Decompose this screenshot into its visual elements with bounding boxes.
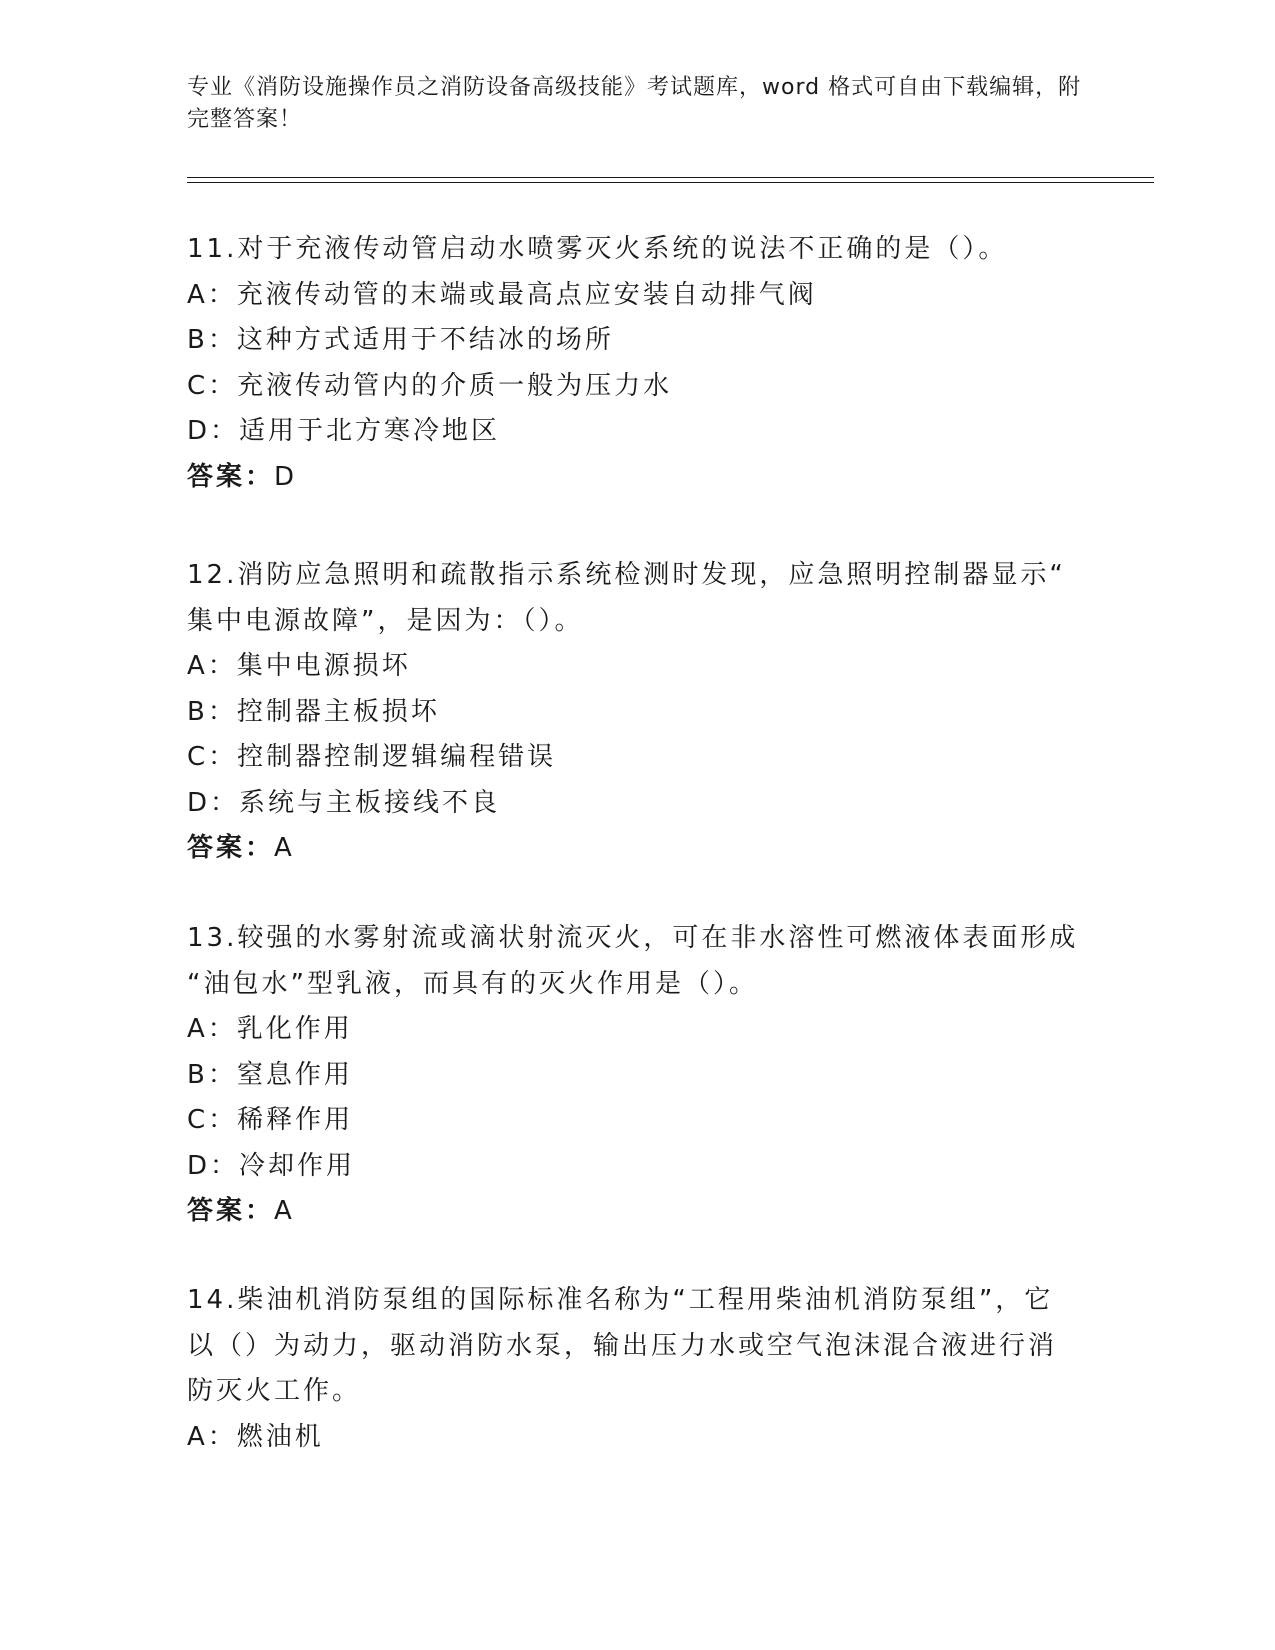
question-stem-line-1: 12.消防应急照明和疏散指示系统检测时发现，应急照明控制器显示“	[187, 560, 1066, 590]
divider-line-top	[187, 177, 1154, 178]
option-a: A：充液传动管的末端或最高点应安装自动排气阀	[187, 279, 817, 310]
question-stem-line-1: 14.柴油机消防泵组的国际标准名称为“工程用柴油机消防泵组”，它	[187, 1285, 1054, 1315]
question-stem-line-3: 防灭火工作。	[187, 1376, 362, 1406]
answer-value: A	[274, 1196, 295, 1226]
option-c: C：稀释作用	[187, 1105, 354, 1135]
option-a: A：乳化作用	[187, 1014, 353, 1044]
option-b: B：窒息作用	[187, 1059, 353, 1090]
question-12	[187, 553, 1087, 872]
option-b: B：控制器主板损坏	[187, 696, 440, 727]
answer-label: 答案：	[187, 1196, 275, 1226]
answer-value: D	[274, 461, 298, 492]
answer	[187, 1189, 1087, 1235]
question-stem-line-2: “油包水”型乳液，而具有的灭火作用是（）。	[187, 968, 758, 999]
option-b: B：这种方式适用于不结冰的场所	[187, 325, 614, 355]
option-c: C：控制器控制逻辑编程错误	[187, 742, 557, 772]
question-14	[187, 1278, 1087, 1460]
question-stem: 11.对于充液传动管启动水喷雾灭火系统的说法不正确的是（）。	[187, 234, 1008, 264]
answer-label: 答案：	[187, 461, 275, 492]
option-a: A：集中电源损坏	[187, 651, 411, 681]
option-d: D：适用于北方寒冷地区	[187, 416, 501, 446]
option-d: D：冷却作用	[187, 1150, 356, 1181]
question-11	[187, 227, 1087, 500]
answer-label: 答案：	[187, 833, 275, 863]
option-a: A：燃油机	[187, 1421, 324, 1452]
option-d: D：系统与主板接线不良	[187, 787, 501, 818]
question-stem-line-2: 集中电源故障”，是因为：（）。	[187, 605, 584, 636]
option-c: C：充液传动管内的介质一般为压力水	[187, 370, 673, 401]
answer	[187, 826, 1087, 872]
divider-line-bottom	[187, 182, 1154, 183]
question-stem-line-1: 13.较强的水雾射流或滴状射流灭火，可在非水溶性可燃液体表面形成	[187, 923, 1079, 953]
document-intro: 专业《消防设施操作员之消防设备高级技能》考试题库，word 格式可自由下载编辑，附完整答案！	[187, 75, 1082, 132]
question-13	[187, 916, 1087, 1235]
answer	[187, 455, 1087, 501]
question-stem-line-2: 以（）为动力，驱动消防水泵，输出压力水或空气泡沫混合液进行消	[187, 1330, 1058, 1361]
answer-value: A	[274, 833, 295, 863]
